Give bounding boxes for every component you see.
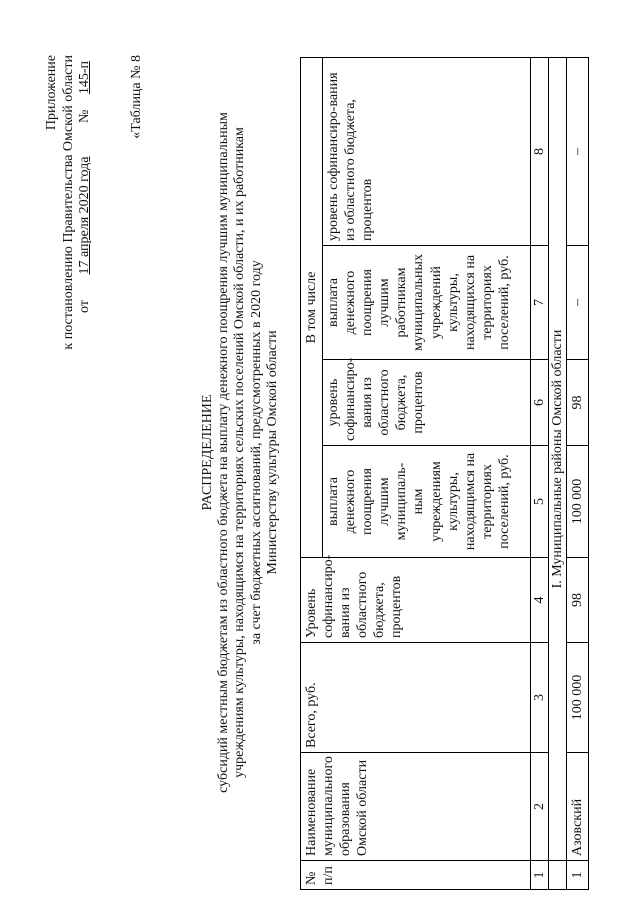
row-num: 1 bbox=[567, 861, 589, 890]
appendix-resolution: к постановлению Правительства Омской области bbox=[60, 55, 76, 350]
header-workers-payment: выплата денежного поощрения лучшим работникам муниципальных учреждений культуры, находящихся на территориях поселений, руб. bbox=[323, 246, 531, 360]
column-numbers-row bbox=[531, 58, 549, 890]
appendix-block bbox=[44, 55, 94, 350]
appendix-date-line bbox=[77, 55, 94, 350]
document-title bbox=[200, 40, 281, 865]
row-inst-level: 98 bbox=[567, 360, 589, 446]
section-title: I. Муниципальные районы Омской области bbox=[549, 58, 567, 861]
title-line-2: учреждениям культуры, находящимся на территориях сельских поселений Омской области, и их работникам bbox=[232, 127, 248, 778]
title-line-1: субсидий местным бюджетам из областного бюджета на выплату денежного поощрения лучшим муниципальным bbox=[216, 112, 232, 793]
row-level: 98 bbox=[567, 558, 589, 643]
appendix-title: Приложение bbox=[44, 55, 59, 131]
row-workers-level: – bbox=[567, 58, 589, 246]
distribution-table bbox=[300, 57, 589, 890]
header-name: Наименование муниципального образования Омской области bbox=[301, 753, 531, 861]
colnum-2: 2 bbox=[531, 753, 549, 861]
title-heading: РАСПРЕДЕЛЕНИЕ bbox=[200, 394, 215, 511]
appendix-date: 17 апреля 2020 года bbox=[77, 156, 93, 275]
date-prefix: от bbox=[77, 300, 93, 313]
colnum-5: 5 bbox=[531, 446, 549, 558]
header-group: В том числе bbox=[301, 58, 323, 558]
colnum-8: 8 bbox=[531, 58, 549, 246]
colnum-1: 1 bbox=[531, 861, 549, 890]
colnum-7: 7 bbox=[531, 246, 549, 360]
title-line-4: Министерству культуры Омской области bbox=[264, 330, 280, 575]
colnum-6: 6 bbox=[531, 360, 549, 446]
header-level: Уровень софинансиро-вания из областного бюджета, процентов bbox=[301, 558, 531, 643]
header-num: № п/п bbox=[301, 861, 531, 890]
header-workers-level: уровень софинансиро-вания из областного бюджета, процентов bbox=[323, 58, 531, 246]
header-total: Всего, руб. bbox=[301, 643, 531, 753]
row-total: 100 000 bbox=[567, 643, 589, 753]
colnum-4: 4 bbox=[531, 558, 549, 643]
section-row bbox=[549, 58, 567, 890]
row-workers-payment: – bbox=[567, 246, 589, 360]
number-label: № bbox=[77, 109, 93, 124]
colnum-3: 3 bbox=[531, 643, 549, 753]
row-name: Азовский bbox=[567, 753, 589, 861]
header-inst-payment: выплата денежного поощрения лучшим муниципаль-ным учреждениям культуры, находящимся на территориях поселений, руб. bbox=[323, 446, 531, 558]
table-label: «Таблица № 8 bbox=[129, 55, 144, 139]
title-line-3: за счет бюджетных ассигнований, предусмотренных в 2020 году bbox=[248, 260, 264, 645]
header-row bbox=[301, 58, 323, 890]
header-inst-level: уровень софинансиро-вания из областного бюджета, процентов bbox=[323, 360, 531, 446]
row-inst-payment: 100 000 bbox=[567, 446, 589, 558]
table-row bbox=[567, 58, 589, 890]
appendix-number: 145-п bbox=[77, 61, 93, 95]
